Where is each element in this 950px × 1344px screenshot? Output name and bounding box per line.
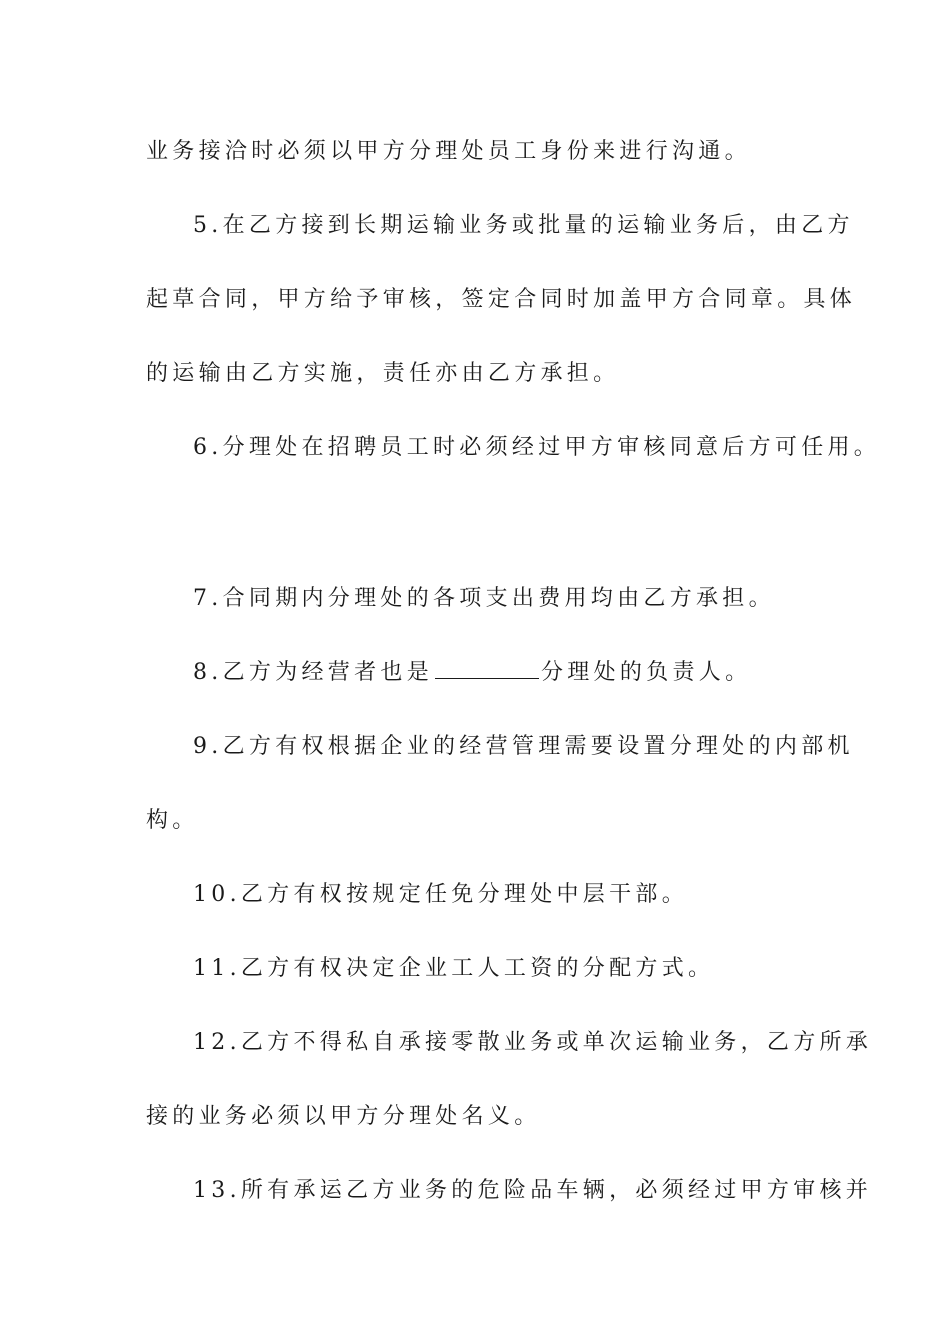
paragraph-line: 起草合同，甲方给予审核，签定合同时加盖甲方合同章。具体 [146, 287, 857, 312]
paragraph-line [193, 658, 751, 688]
paragraph-line: 接的业务必须以甲方分理处名义。 [146, 1104, 541, 1129]
line-text: 分理处的负责人。 [541, 660, 752, 685]
paragraph-line: 12.乙方不得私自承接零散业务或单次运输业务，乙方所承 [193, 1030, 873, 1055]
paragraph-line: 7.合同期内分理处的各项支出费用均由乙方承担。 [193, 586, 775, 611]
paragraph-line: 6.分理处在招聘员工时必须经过甲方审核同意后方可任用。 [193, 435, 881, 460]
paragraph-line: 11.乙方有权决定企业工人工资的分配方式。 [193, 956, 715, 981]
paragraph-line: 13.所有承运乙方业务的危险品车辆，必须经过甲方审核并 [193, 1178, 873, 1203]
paragraph-line: 业务接洽时必须以甲方分理处员工身份来进行沟通。 [146, 139, 751, 164]
line-text: 8.乙方为经营者也是 [193, 660, 433, 685]
paragraph-line: 构。 [146, 808, 199, 833]
paragraph-line: 5.在乙方接到长期运输业务或批量的运输业务后，由乙方 [193, 213, 854, 238]
paragraph-line: 10.乙方有权按规定任免分理处中层干部。 [193, 882, 688, 907]
paragraph-line: 9.乙方有权根据企业的经营管理需要设置分理处的内部机 [193, 734, 854, 759]
paragraph-line: 的运输由乙方实施，责任亦由乙方承担。 [146, 361, 620, 386]
fill-in-blank [435, 658, 539, 679]
